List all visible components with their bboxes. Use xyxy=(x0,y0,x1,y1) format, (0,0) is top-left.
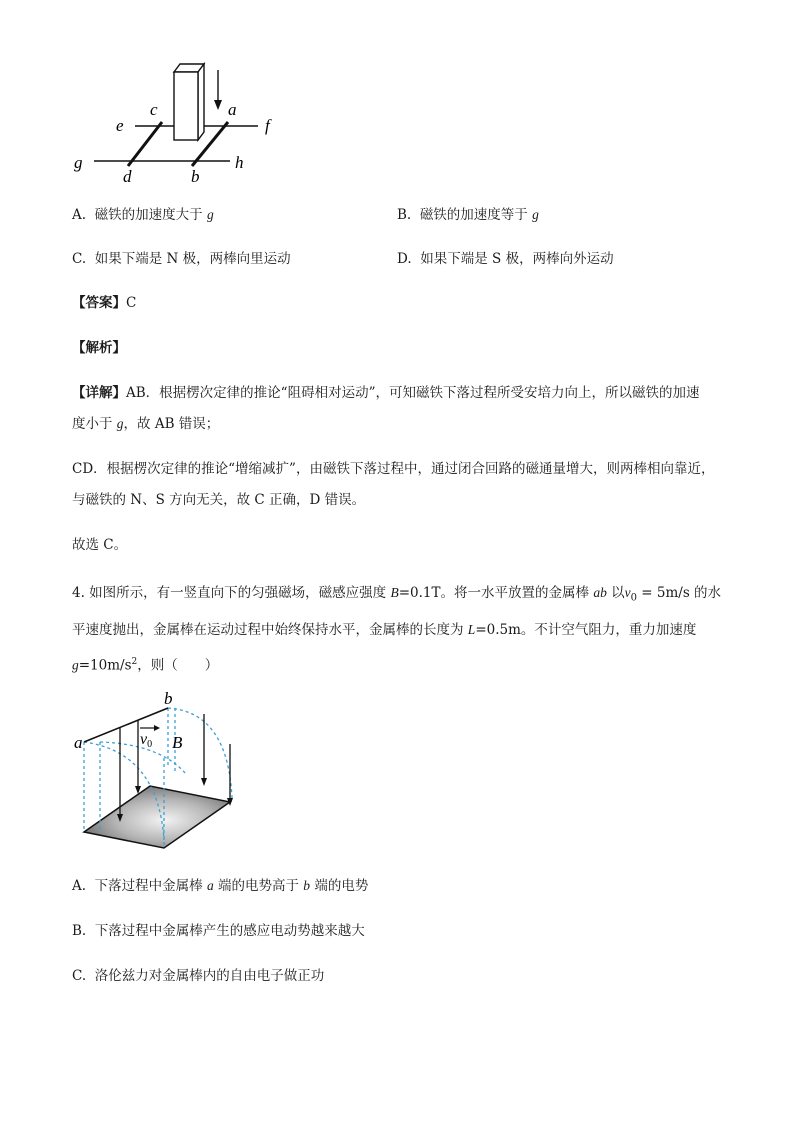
q4-option-a: A. 下落过程中金属棒 a 端的电势高于 b 端的电势 xyxy=(72,878,369,894)
conclusion-line: 故选 C。 xyxy=(72,537,128,553)
q4-option-c: C. 洛伦兹力对金属棒内的自由电子做正功 xyxy=(72,968,325,984)
detail-label: 【详解】 xyxy=(72,385,126,401)
fig2-label-B: B xyxy=(172,733,183,752)
answer-label: 【答案】 xyxy=(72,295,126,311)
analysis-line xyxy=(72,338,126,358)
q4-line1: 4. 如图所示，有一竖直向下的匀强磁场，磁感应强度 B=0.1T。将一水平放置的金属棒 ab 以$v_0 = 5m/s$ 的水 xyxy=(72,585,722,604)
q4-line3: $g=10m/s^2$，则（ ） xyxy=(72,657,219,674)
label-c: c xyxy=(150,100,158,119)
q4-option-b: B. 下落过程中金属棒产生的感应电动势越来越大 xyxy=(72,923,365,939)
answer-line xyxy=(72,293,136,313)
answer-value: C xyxy=(126,295,137,311)
label-b: b xyxy=(191,167,200,186)
label-f: f xyxy=(265,116,270,135)
option-c: C. 如果下端是 N 极，两棒向里运动 xyxy=(72,251,291,267)
analysis-label: 【解析】 xyxy=(72,340,126,356)
option-a: A. 磁铁的加速度大于 g xyxy=(72,207,214,223)
option-d: D. 如果下端是 S 极，两棒向外运动 xyxy=(397,251,614,267)
label-g: g xyxy=(74,153,83,172)
rod-field-figure xyxy=(70,690,250,852)
fig2-label-b: b xyxy=(164,690,173,708)
fig2-label-a: a xyxy=(74,733,83,752)
label-d: d xyxy=(123,167,132,186)
q4-line2: 平速度抛出，金属棒在运动过程中始终保持水平，金属棒的长度为 L=0.5m。不计空气阻力，重力加速度 xyxy=(72,622,697,638)
detail-p2-line2: 与磁铁的 N、S 方向无关，故 C 正确，D 错误。 xyxy=(72,492,366,508)
detail-p1-line2: 度小于 g，故 AB 错误； xyxy=(72,416,220,432)
detail-p2-line1: CD．根据楞次定律的推论“增缩减扩”，由磁铁下落过程中，通过闭合回路的磁通量增大，则两棒相向靠近， xyxy=(72,461,715,477)
detail-p1-line1: 【详解】AB．根据楞次定律的推论“阻碍相对运动”，可知磁铁下落过程所受安培力向上，所以磁铁的加速 xyxy=(72,385,700,401)
label-h: h xyxy=(235,153,244,172)
option-b: B. 磁铁的加速度等于 g xyxy=(397,207,539,223)
fig2-label-v0: v0 xyxy=(140,731,153,750)
label-a: a xyxy=(228,100,237,119)
magnet-rails-figure xyxy=(70,58,290,188)
label-e: e xyxy=(116,116,124,135)
